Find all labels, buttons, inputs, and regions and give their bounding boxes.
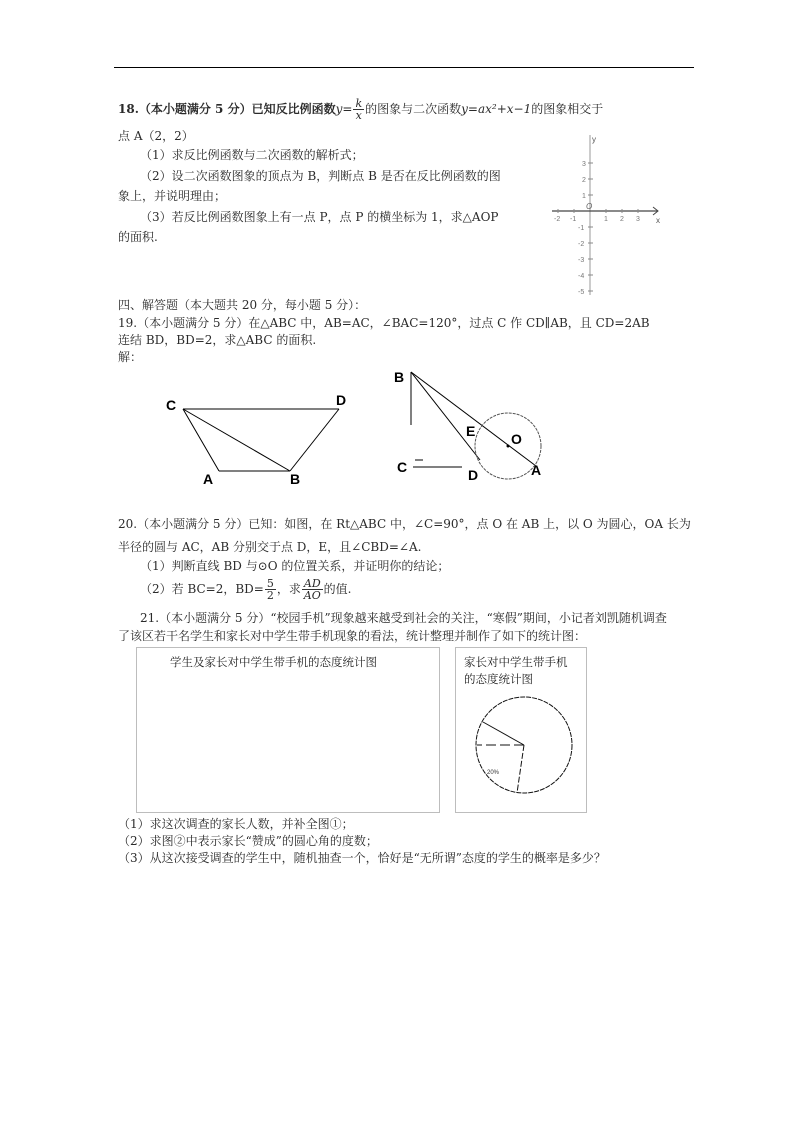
chart2-frame [455,647,587,813]
y-tick-label: -3 [578,257,585,264]
q20-bd-fraction [265,578,276,601]
q18-func2: y=ax²+x−1 [461,102,532,116]
q20-part2-text-c: 的值. [323,582,352,596]
label-b: B [394,369,405,385]
q18-func1-fraction [353,98,364,121]
x-axis-label: x [656,216,660,225]
origin-label: O [586,202,593,211]
section4-heading: 四、解答题（本大题共 20 分，每小题 5 分）： [118,298,367,312]
q20-part2-text-b: ，求 [276,582,301,596]
q20-frac2-den: AO [303,589,321,602]
q18-intro: 18.（本小题满分 5 分）已知反比例函数 [118,102,336,116]
x-tick-label: 3 [636,216,640,223]
segment-ca [183,409,219,471]
q18-func1-den: x [355,109,362,122]
x-tick-label: 1 [604,216,608,223]
q18-part2a: （2）设二次函数图象的顶点为 B，判断点 B 是否在反比例函数的图 [140,169,501,183]
x-tick-label: -2 [554,216,561,223]
q18-line2: 点 A（2，2） [118,129,194,143]
header-rule [114,67,694,68]
q21-part2: （2）求图②中表示家长“赞成”的圆心角的度数； [118,834,378,848]
center-o-dot [507,445,510,448]
q18-part3b: 的面积. [118,230,158,244]
figure-circle [390,360,560,490]
pie-chart [456,648,586,812]
label-a: A [531,462,542,478]
pie-divider-upper [483,722,524,745]
pie-divider-lower [517,745,524,793]
q21-part1: （1）求这次调查的家长人数，并补全图①； [118,817,354,831]
q21-line1: 21.（本小题满分 5 分）“校园手机”现象越来越受到社会的关注，“寒假”期间，小记者刘凯随机调查 [140,611,667,625]
q20-line2: 半径的圆与 AC，AB 分别交于点 D，E，且∠CBD=∠A. [118,540,422,554]
figure-trapezoid [150,380,370,490]
q20-part1: （1）判断直线 BD 与⊙O 的位置关系，并证明你的结论； [140,559,450,573]
chart2-title-line1: 家长对中学生带手机 [464,655,568,669]
q19-line1: 19.（本小题满分 5 分）在△ABC 中，AB=AC，∠BAC=120°，过点 C 作 CD∥AB，且 CD=2AB [118,316,650,330]
q20-frac2-num: AD [303,577,321,590]
q18-part2b: 象上，并说明理由； [118,189,227,203]
y-tick-label: 3 [582,161,586,168]
q18-part3a: （3）若反比例函数图象上有一点 P，点 P 的横坐标为 1，求△AOP [140,210,499,224]
q19-line2: 连结 BD，BD=2，求△ABC 的面积. [118,333,317,347]
label-o: O [511,431,522,447]
q20-line1: 20.（本小题满分 5 分）已知：如图，在 Rt△ABC 中，∠C=90°，点 O 在 AB 上，以 O 为圆心，OA 长为 [118,517,691,531]
x-tick-label: 2 [620,216,624,223]
q18-part1: （1）求反比例函数与二次函数的解析式； [140,148,364,162]
coordinate-axes [550,130,670,300]
segment-cb [183,409,290,471]
label-d: D [468,467,479,483]
y-axis-label: y [592,135,596,144]
q18-mid-text: 的图象与二次函数 [365,102,462,116]
x-tick-label: -1 [570,216,577,223]
label-e: E [466,423,476,439]
pie-percent-label: 20% [487,770,500,776]
y-tick-label: -5 [578,289,585,296]
q21-line2: 了该区若干名学生和家长对中学生带手机现象的看法，统计整理并制作了如下的统计图： [118,629,587,643]
q18-line1 [118,98,603,121]
chart1-title: 学生及家长对中学生带手机的态度统计图 [170,655,377,669]
label-c: C [397,459,408,475]
q20-frac-den: 2 [266,589,274,602]
q20-part2-text-a: （2）若 BC=2，BD= [140,582,264,596]
y-tick-label: -2 [578,241,585,248]
label-c: C [166,397,177,413]
y-tick-label: -4 [578,273,585,280]
q20-ratio-fraction [302,578,323,601]
label-b: B [290,471,301,487]
label-a: A [203,471,214,487]
chart1-frame [136,647,440,813]
q20-frac-num: 5 [266,577,274,590]
y-tick-label: 1 [582,193,586,200]
q21-part3: （3）从这次接受调查的学生中，随机抽查一个，恰好是“无所谓”态度的学生的概率是多少？ [118,851,606,865]
chart2-title-line2: 的态度统计图 [464,672,533,686]
q20-part2 [140,578,351,601]
q19-answer-label: 解： [118,350,143,364]
label-d: D [336,392,347,408]
y-tick-label: 2 [582,177,586,184]
q18-end-text: 的图象相交于 [531,102,604,116]
q18-func1-lhs: y= [335,102,353,116]
segment-bd [290,409,339,471]
y-tick-label: -1 [578,225,585,232]
q18-func1-num: k [355,97,363,110]
